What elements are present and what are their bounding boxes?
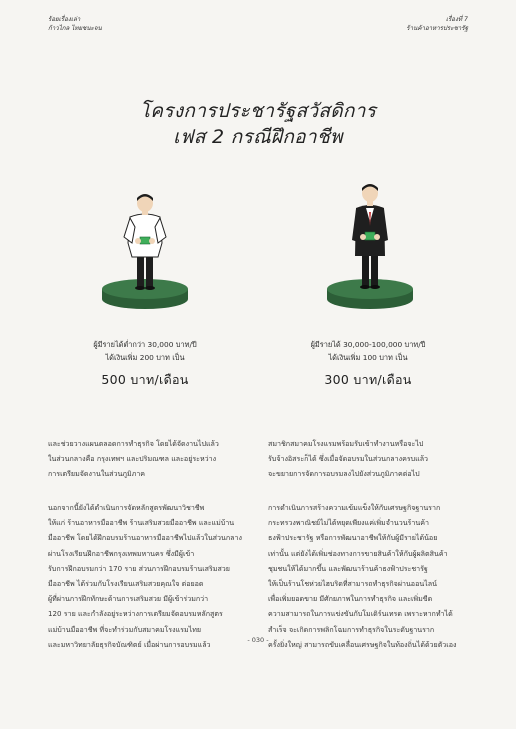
text-line: ความสามารถในการแข่งขันกับโมเดิร์นเทรด เพราะหากทำได้: [268, 609, 453, 619]
text-line: จะขยายการจัดการอบรมลงไปยังส่วนภูมิภาคต่อไป: [268, 469, 420, 479]
text-line: แม่บ้านมืออาชีพ ที่จะทำร่วมกับสมาคมโรงแรมไทย: [48, 624, 202, 634]
right-column-paragraph-2: [268, 500, 468, 652]
person-dark-suit: [352, 184, 388, 289]
text-line: ในส่วนกลางคือ กรุงเทพฯ และปริมณฑล และอยู่ระหว่าง: [48, 454, 217, 464]
book-title: ร้อยเรื่องเล่า: [48, 16, 81, 23]
text-line: การดำเนินการสร้างความเข้มแข็งให้กับเศรษฐกิจฐานราก: [268, 503, 441, 512]
text-line: เท่านั้น แต่ยังได้เพิ่มช่องทางการขายสินค้าให้กับผู้ผลิตสินค้า: [268, 548, 448, 558]
text-line: ผู้ที่ผ่านการฝึกทักษะด้านการเสริมสวย มีผู้เข้าร่วมกว่า: [48, 594, 209, 604]
left-column-paragraph-1: [48, 436, 248, 482]
text-line: มืออาชีพ โดยได้ฝึกอบรมร้านอาหารมืออาชีพไปแล้วในส่วนกลาง: [48, 533, 242, 543]
income-threshold-middle: ผู้มีรายได้ 30,000-100,000 บาท/ปี: [310, 340, 426, 349]
text-line: สำเร็จ จะเกิดการพลิกโฉมการทำธุรกิจในระดับฐานราก: [268, 624, 435, 634]
figure-low-income-person: [100, 193, 190, 311]
caption-middle-income: [258, 338, 478, 364]
pedestal-right: [327, 279, 413, 309]
text-line: มืออาชีพ ได้ร่วมกับโรงเรียนเสริมสวยคุณใจ ต่อยอด: [48, 579, 204, 589]
chapter-number: เรื่องที่ 7: [445, 16, 468, 23]
text-line: เพื่อเพิ่มยอดขาย มีศักยภาพในการทำธุรกิจ และเพิ่มขีด: [268, 594, 433, 604]
text-line: ให้เป็นร้านโชห่วยไฮบริดที่สามารถทำธุรกิจผ่านออนไลน์: [268, 579, 437, 589]
title-line-1: โครงการประชารัฐสวัสดิการ: [139, 100, 377, 122]
text-line: นอกจากนี้ยังได้ดำเนินการจัดหลักสูตรพัฒนาวิชาชีพ: [48, 503, 205, 512]
text-line: รับการฝึกอบรมกว่า 170 ราย ส่วนการฝึกอบรมร้านเสริมสวย: [48, 563, 230, 573]
text-line: สมาชิกสมาคมโรงแรมพร้อมรับเข้าทำงานหรือจะไป: [268, 439, 424, 448]
text-line: ชุมชนให้ได้มากขึ้น และพัฒนาร้านค้าธงฟ้าประชารัฐ: [268, 563, 428, 573]
running-header-right: [406, 15, 468, 33]
chapter-title: ร้านค้าอาหารประชารัฐ: [406, 25, 468, 32]
person-white-shirt: [124, 194, 166, 290]
text-line: และมหาวิทยาลัยธุรกิจบัณฑิตย์ เมื่อผ่านการอบรมแล้ว: [48, 639, 211, 649]
amount-middle: 300 บาท/เดือน: [324, 372, 412, 387]
text-line: และช่วยวางแผนตลอดการทำธุรกิจ โดยได้จัดงานไปแล้ว: [48, 439, 219, 448]
page-title: [0, 98, 516, 150]
text-line: 120 ราย และกำลังอยู่ระหว่างการเตรียมจัดอบรมหลักสูตร: [48, 609, 223, 619]
text-line: กระทรวงพาณิชย์ไม่ได้หยุดเพียงแค่เพิ่มจำนวนร้านค้า: [268, 518, 429, 528]
page-number: - 030 -: [247, 636, 269, 644]
text-line: การเตรียมจัดงานในส่วนภูมิภาค: [48, 469, 146, 479]
text-line: ให้แก่ ร้านอาหารมืออาชีพ ร้านเสริมสวยมืออาชีพ และแม่บ้าน: [48, 518, 235, 528]
caption-low-income: [35, 338, 255, 364]
text-line: รับจ้างอิสระก็ได้ ซึ่งเมื่อจัดอบรมในส่วนกลางครบแล้ว: [268, 454, 429, 464]
increase-middle: ได้เงินเพิ่ม 100 บาท เป็น: [328, 353, 408, 362]
book-subtitle: ก้าวไกล ไทยชนะจน: [48, 25, 102, 32]
title-line-2: เฟส 2 กรณีฝึกอาชีพ: [173, 126, 343, 148]
text-line: ผ่านโรงเรียนฝึกอาชีพกรุงเทพมหานคร ซึ่งมีผู้เข้า: [48, 548, 195, 558]
left-column-paragraph-2: [48, 500, 248, 652]
running-header-left: [48, 15, 102, 33]
right-column-paragraph-1: [268, 436, 468, 482]
text-line: ครั้งยิ่งใหญ่ สามารถขับเคลื่อนเศรษฐกิจในท้องถิ่นได้ด้วยตัวเอง: [268, 639, 457, 649]
income-threshold-low: ผู้มีรายได้ต่ำกว่า 30,000 บาท/ปี: [93, 340, 197, 349]
text-line: ธงฟ้าประชารัฐ หรือการพัฒนาอาชีพให้กับผู้มีรายได้น้อย: [268, 533, 438, 543]
pedestal-left: [102, 279, 188, 309]
figure-middle-income-person: [325, 182, 415, 311]
amount-low: 500 บาท/เดือน: [101, 372, 189, 387]
increase-low: ได้เงินเพิ่ม 200 บาท เป็น: [105, 353, 185, 362]
